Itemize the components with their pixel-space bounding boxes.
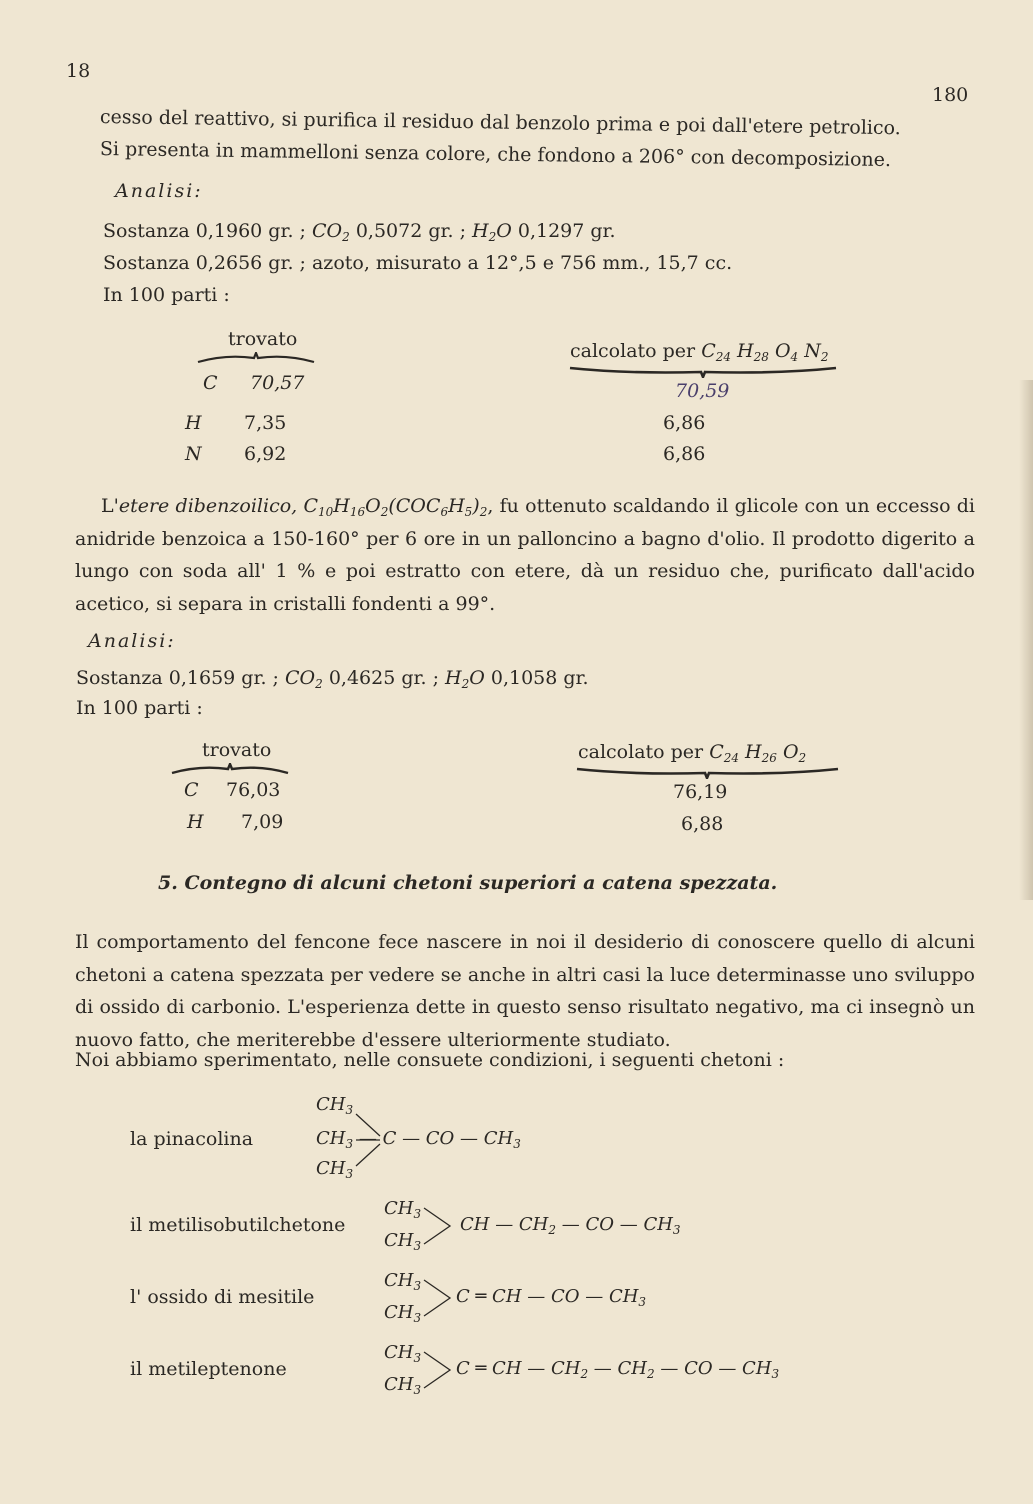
row-2-2-calc: 6,88 <box>681 813 724 835</box>
row-2-1-found: 76,03 <box>226 779 281 801</box>
row-2-2-found: 7,09 <box>241 811 284 833</box>
ketone-2-name: il metilisobutilchetone <box>130 1214 346 1236</box>
row-2-found: 7,35 <box>244 412 287 434</box>
ketone-3-bonds <box>420 1276 456 1324</box>
row-3-calc: 6,86 <box>663 443 706 465</box>
ketone-1-formula: $CH_3$ <box>316 1094 354 1117</box>
analysis-1-heading: Analisi: <box>115 180 203 202</box>
page-number-right: 180 <box>932 84 969 106</box>
row-1-element: C <box>203 372 218 394</box>
page-edge-shadow <box>1019 380 1033 900</box>
ketone-1-bonds <box>352 1110 386 1174</box>
row-2-1-calc: 76,19 <box>673 781 728 803</box>
found-label-2: trovato <box>202 739 272 761</box>
ketone-4-name: il metileptenone <box>130 1358 287 1380</box>
intro-line-1: cesso del reattivo, si purifica il residuo dal benzolo prima e poi dall'etere petrolico. <box>99 106 901 140</box>
analysis-2-line-2: In 100 parti : <box>76 697 203 719</box>
ketone-4-formula: $CH_3$ <box>384 1342 422 1365</box>
calc-label-1: calcolato per $C_{24}$ $H_{28}$ $O_4$ $N_2$ <box>570 340 829 364</box>
brace-calc-1 <box>568 364 838 380</box>
analysis-2-line-1: Sostanza 0,1659 gr. ; $CO_2$ 0,4625 gr. ; $H_2O$ 0,1058 gr. <box>76 667 589 691</box>
row-3-found: 6,92 <box>244 443 287 465</box>
analysis-1-line-2: Sostanza 0,2656 gr. ; azoto, misurato a 12°,5 e 756 mm., 15,7 cc. <box>103 252 733 274</box>
row-1-found: 70,57 <box>250 372 305 394</box>
ketone-2-formula: $CH_3$ <box>384 1198 422 1221</box>
section-5-heading: 5. Contegno di alcuni chetoni superiori a catena spezzata. <box>158 872 778 894</box>
found-label-1: trovato <box>228 328 298 350</box>
analysis-2-heading: Analisi: <box>88 630 176 652</box>
row-2-1-element: C <box>184 779 199 801</box>
page-number-left: 18 <box>66 60 91 82</box>
ketone-3-name: l' ossido di mesitile <box>130 1286 315 1308</box>
paragraph-etere-dibenzoilico: L'etere dibenzoilico, $C_{10}H_{16}O_2(COC_6H_5)_2$, fu ottenuto scaldando il glicole con un eccesso di anidride benzoica a 150-160° per 6 ore in un palloncino a bagno d'olio. Il prodotto digerito a lungo con soda all' 1 % e poi estratto con etere, dà un residuo che, purificato dall'acido acetico, si separa in cristalli fondenti a 99°. <box>75 495 975 615</box>
page: 18 180 cesso del reattivo, si purifica il residuo dal benzolo prima e poi dall'etere petrolico. Si presenta in mammelloni senza colore, che fondono a 206° con decomposizione. Analisi: Sostanza 0,1960 gr. ; $CO_2$ 0,5072 gr. ; $H_2O$ 0,1297 gr. Sostanza 0,2656 gr. ; azoto, misurato a 12°,5 e 756 mm., 15,7 cc. In 100 parti : trovato calcolato per $C_{24}$ $H_{28}$ $O_4$ $N_2$ C 70,57 70,59 H 7,35 6,86 N 6,92 6,86 L'etere dibenzoilico, $C_{10}H_{16}O_2(COC_6H_5)_2$, fu ottenuto scaldando il glicole con un eccesso di anidride benzoica a 150-160° per 6 ore in un palloncino a bagno d'olio. Il prodotto digerito a lungo con soda all' 1 % e poi estratto con etere, dà un residuo che, purificato dall'acido acetico, si separa in cristalli fondenti a 99°. Analisi: Sostanza 0,1659 gr. ; $CO_2$ 0,4625 gr. ; $H_2O$ 0,1058 gr. In 100 parti : trovato calcolato per $C_{24}$ $H_{26}$ $O_2$ C 76,03 76,19 H 7,09 6,88 5. Contegno di alcuni chetoni superiori a catena spezzata. Il comportamento del fencone fece nascere in noi il desiderio di conoscere quello di alcuni chetoni a catena spezzata per vedere se anche in altri casi la luce determinasse uno sviluppo di ossido di carbonio. L'esperienza dette in questo senso risultato negativo, ma ci insegnò un nuovo fatto, che meriterebbe d'essere ulteriormente studiato. Noi abbiamo sperimentato, nelle consuete condizioni, i seguenti chetoni : la pinacolina $CH_3$ $CH_3$ — C — CO — $CH_3$ $CH_3$ il metilisobutilchetone $CH_3$ $CH_3$ CH — $CH_2$ — CO — $CH_3$ l' ossido di mesitile $CH_3$ $CH_3$ C ═ CH — CO — $CH_3$ il metileptenone $CH_3$ $CH_3$ C ═ CH — $CH_2$ — $CH_2$ — CO — $CH_3$ <box>0 0 1033 1504</box>
ketone-3-formula: $CH_3$ <box>384 1270 422 1293</box>
brace-found-2 <box>170 763 290 779</box>
analysis-1-line-1: Sostanza 0,1960 gr. ; $CO_2$ 0,5072 gr. ; $H_2O$ 0,1297 gr. <box>103 220 616 244</box>
section-5-list-intro: Noi abbiamo sperimentato, nelle consuete condizioni, i seguenti chetoni : <box>75 1049 785 1071</box>
brace-found-1 <box>196 352 316 368</box>
brace-calc-2 <box>575 765 840 781</box>
analysis-1-line-3: In 100 parti : <box>103 284 230 306</box>
row-3-element: N <box>185 443 202 465</box>
ketone-1-name: la pinacolina <box>130 1128 254 1150</box>
calc-label-2: calcolato per $C_{24}$ $H_{26}$ $O_2$ <box>578 741 807 765</box>
section-5-paragraph: Il comportamento del fencone fece nascere in noi il desiderio di conoscere quello di alcuni chetoni a catena spezzata per vedere se anche in altri casi la luce determinasse uno sviluppo di ossido di carbonio. L'esperienza dette in questo senso risultato negativo, ma ci insegnò un nuovo fatto, che meriterebbe d'essere ulteriormente studiato. <box>75 931 975 1051</box>
ketone-4-bonds <box>420 1348 456 1396</box>
row-2-calc: 6,86 <box>663 412 706 434</box>
intro-line-2: Si presenta in mammelloni senza colore, che fondono a 206° con decomposizione. <box>99 138 892 172</box>
row-1-calc: 70,59 <box>675 380 730 402</box>
row-2-2-element: H <box>187 811 204 833</box>
row-2-element: H <box>185 412 202 434</box>
ketone-2-bonds <box>420 1204 456 1252</box>
